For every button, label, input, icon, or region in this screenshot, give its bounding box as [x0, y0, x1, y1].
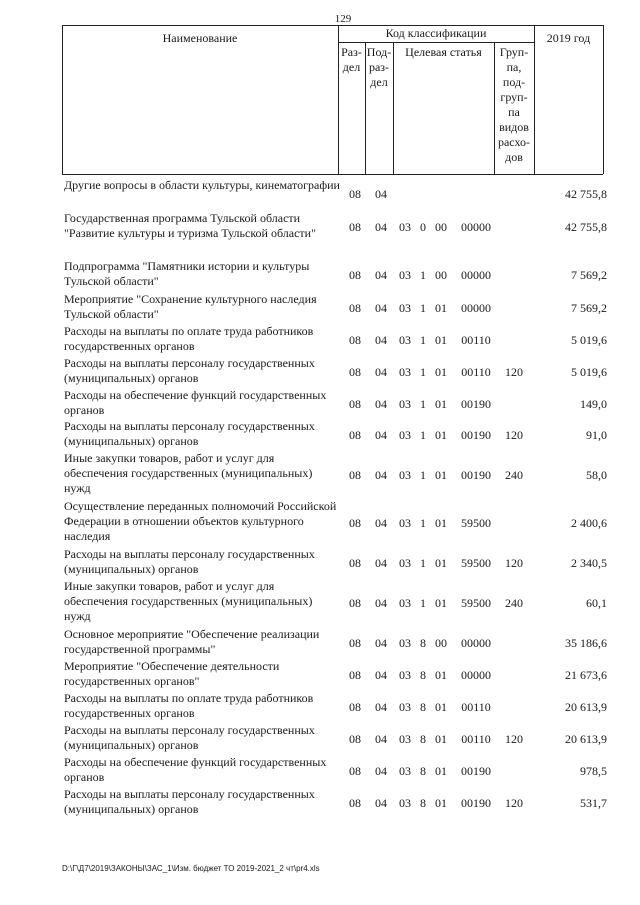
row-code-pr: 04	[375, 365, 387, 379]
row-name: Осуществление переданных полномочий Российской Федерации в отношении объектов культурного наследия	[64, 499, 337, 543]
row-code-t4: 00000	[461, 220, 491, 234]
row-code-r: 08	[349, 516, 361, 530]
row-code-t3: 01	[435, 397, 447, 411]
row-code-t1: 03	[399, 636, 411, 650]
row-code-t4: 00000	[461, 268, 491, 282]
table-row	[0, 211, 640, 241]
row-code-t3: 01	[435, 732, 447, 746]
row-code-t2: 8	[420, 796, 426, 810]
row-code-pr: 04	[375, 333, 387, 347]
row-name: Расходы на выплаты персоналу государственных (муниципальных) органов	[64, 419, 315, 448]
row-code-pr: 04	[375, 268, 387, 282]
row-code-t2: 1	[420, 333, 426, 347]
header-podrazdel: Под- раз- дел	[366, 45, 392, 89]
header-right-border	[603, 25, 604, 174]
row-code-t3: 01	[435, 516, 447, 530]
row-name: Расходы на выплаты персоналу государственных (муниципальных) органов	[64, 356, 315, 385]
row-code-t3: 01	[435, 668, 447, 682]
row-value: 20 613,9	[565, 732, 607, 746]
row-code-pr: 04	[375, 732, 387, 746]
header-target: Целевая статья	[405, 45, 482, 59]
row-value: 35 186,6	[565, 636, 607, 650]
row-code-t2: 8	[420, 700, 426, 714]
row-code-t3: 00	[435, 268, 447, 282]
table-row	[0, 579, 640, 625]
row-code-t1: 03	[399, 468, 411, 482]
table-row	[0, 499, 640, 545]
row-code-pr: 04	[375, 468, 387, 482]
row-code-t3: 01	[435, 556, 447, 570]
row-code-t1: 03	[399, 596, 411, 610]
row-code-t4: 00000	[461, 636, 491, 650]
row-code-pr: 04	[375, 428, 387, 442]
row-code-r: 08	[349, 596, 361, 610]
row-code-vr: 120	[505, 556, 523, 570]
row-value: 60,1	[586, 596, 607, 610]
row-code-t1: 03	[399, 796, 411, 810]
row-name: Расходы на выплаты по оплате труда работников государственных органов	[64, 324, 314, 353]
row-code-pr: 04	[375, 187, 387, 201]
row-code-r: 08	[349, 732, 361, 746]
row-code-t2: 1	[420, 365, 426, 379]
header-group: Груп- па, под- груп- па видов расхо- дов	[497, 45, 531, 164]
row-value: 7 569,2	[571, 301, 607, 315]
row-code-pr: 04	[375, 668, 387, 682]
row-code-t3: 01	[435, 428, 447, 442]
table-row	[0, 178, 640, 208]
row-code-t1: 03	[399, 268, 411, 282]
row-name: Расходы на выплаты персоналу государственных (муниципальных) органов	[64, 787, 315, 816]
row-code-t4: 00000	[461, 301, 491, 315]
row-code-t4: 00190	[461, 397, 491, 411]
row-code-t1: 03	[399, 556, 411, 570]
row-code-t3: 01	[435, 596, 447, 610]
row-code-t3: 00	[435, 636, 447, 650]
table-row	[0, 451, 640, 497]
row-value: 21 673,6	[565, 668, 607, 682]
row-name: Расходы на выплаты по оплате труда работников государственных органов	[64, 691, 314, 720]
row-code-t4: 00190	[461, 796, 491, 810]
row-code-t1: 03	[399, 764, 411, 778]
row-code-pr: 04	[375, 397, 387, 411]
row-value: 5 019,6	[571, 333, 607, 347]
table-row	[0, 324, 640, 354]
row-code-vr: 240	[505, 468, 523, 482]
row-code-t1: 03	[399, 732, 411, 746]
table-row	[0, 659, 640, 689]
row-code-t1: 03	[399, 668, 411, 682]
row-code-pr: 04	[375, 636, 387, 650]
row-code-r: 08	[349, 187, 361, 201]
table-row	[0, 356, 640, 386]
row-value: 91,0	[586, 428, 607, 442]
row-code-t2: 1	[420, 268, 426, 282]
header-year: 2019 год	[546, 31, 591, 45]
row-name: Расходы на обеспечение функций государственных органов	[64, 755, 327, 784]
row-name: Другие вопросы в области культуры, кинематографии	[64, 178, 340, 192]
row-code-vr: 120	[505, 365, 523, 379]
table-row	[0, 292, 640, 322]
row-code-t4: 00110	[461, 365, 491, 379]
row-code-pr: 04	[375, 516, 387, 530]
row-name: Мероприятие "Сохранение культурного наследия Тульской области"	[64, 292, 317, 321]
header-classification-divider	[338, 42, 534, 43]
table-header	[62, 25, 603, 174]
row-code-r: 08	[349, 268, 361, 282]
row-code-t2: 1	[420, 428, 426, 442]
row-name: Иные закупки товаров, работ и услуг для обеспечения государственных (муниципальных) нужд	[64, 579, 313, 623]
row-code-t3: 01	[435, 365, 447, 379]
row-code-t2: 1	[420, 397, 426, 411]
row-value: 20 613,9	[565, 700, 607, 714]
row-code-t4: 00000	[461, 668, 491, 682]
row-code-t1: 03	[399, 365, 411, 379]
row-code-r: 08	[349, 796, 361, 810]
row-code-vr: 240	[505, 596, 523, 610]
row-value: 7 569,2	[571, 268, 607, 282]
table-row	[0, 259, 640, 289]
row-code-t1: 03	[399, 428, 411, 442]
table-row	[0, 627, 640, 657]
row-code-t2: 8	[420, 732, 426, 746]
row-code-r: 08	[349, 668, 361, 682]
row-code-t3: 01	[435, 301, 447, 315]
row-code-r: 08	[349, 700, 361, 714]
row-code-t3: 01	[435, 468, 447, 482]
row-code-t2: 1	[420, 516, 426, 530]
row-code-r: 08	[349, 428, 361, 442]
file-path-footer: D:\Г\Д7\2019\ЗАКОНЫ\ЗАС_1\Изм. бюджет ТО 2019-2021_2 чт\pr4.xls	[62, 864, 320, 873]
row-code-r: 08	[349, 556, 361, 570]
row-code-t3: 01	[435, 764, 447, 778]
row-code-t1: 03	[399, 700, 411, 714]
row-code-pr: 04	[375, 556, 387, 570]
row-code-pr: 04	[375, 700, 387, 714]
row-code-r: 08	[349, 333, 361, 347]
row-code-vr: 120	[505, 732, 523, 746]
row-name: Расходы на выплаты персоналу государственных (муниципальных) органов	[64, 547, 315, 576]
table-row	[0, 547, 640, 577]
table-row	[0, 691, 640, 721]
row-code-t2: 1	[420, 301, 426, 315]
header-classification: Код классификации	[385, 26, 487, 40]
table-row	[0, 388, 640, 418]
row-code-t3: 00	[435, 220, 447, 234]
row-code-t4: 00190	[461, 428, 491, 442]
row-code-pr: 04	[375, 796, 387, 810]
table-row	[0, 787, 640, 817]
table-row	[0, 723, 640, 753]
row-value: 978,5	[580, 764, 607, 778]
row-code-t1: 03	[399, 301, 411, 315]
row-code-pr: 04	[375, 220, 387, 234]
header-name: Наименование	[162, 31, 238, 45]
row-code-t2: 1	[420, 468, 426, 482]
table-row	[0, 755, 640, 785]
row-code-t2: 1	[420, 596, 426, 610]
row-value: 42 755,8	[565, 187, 607, 201]
row-code-r: 08	[349, 764, 361, 778]
header-podrazdel-divider	[393, 42, 394, 174]
row-name: Иные закупки товаров, работ и услуг для обеспечения государственных (муниципальных) нужд	[64, 451, 313, 495]
row-code-t2: 8	[420, 668, 426, 682]
row-code-t3: 01	[435, 700, 447, 714]
header-group-divider	[534, 25, 535, 174]
row-name: Основное мероприятие "Обеспечение реализации государственной программы"	[64, 627, 320, 656]
row-code-vr: 120	[505, 428, 523, 442]
row-code-r: 08	[349, 397, 361, 411]
row-name: Государственная программа Тульской области "Развитие культуры и туризма Тульской области"	[64, 211, 316, 240]
row-code-t4: 00110	[461, 732, 491, 746]
row-code-r: 08	[349, 468, 361, 482]
row-code-r: 08	[349, 220, 361, 234]
table-row	[0, 419, 640, 449]
row-code-t1: 03	[399, 397, 411, 411]
row-code-t4: 59500	[461, 556, 491, 570]
row-code-r: 08	[349, 365, 361, 379]
row-name: Расходы на обеспечение функций государственных органов	[64, 388, 327, 417]
row-code-t2: 0	[420, 220, 426, 234]
row-code-pr: 04	[375, 596, 387, 610]
row-code-pr: 04	[375, 301, 387, 315]
row-value: 531,7	[580, 796, 607, 810]
row-value: 42 755,8	[565, 220, 607, 234]
row-name: Подпрограмма "Памятники истории и культуры Тульской области"	[64, 259, 310, 288]
row-value: 2 340,5	[571, 556, 607, 570]
row-code-t4: 00110	[461, 700, 491, 714]
row-code-t1: 03	[399, 220, 411, 234]
row-code-t1: 03	[399, 516, 411, 530]
header-left-border	[62, 25, 63, 174]
header-razdel: Раз- дел	[341, 45, 362, 74]
row-code-t4: 59500	[461, 596, 491, 610]
row-code-t2: 8	[420, 764, 426, 778]
row-code-t3: 01	[435, 796, 447, 810]
row-value: 149,0	[580, 397, 607, 411]
row-code-r: 08	[349, 636, 361, 650]
header-bottom-border	[62, 174, 603, 175]
row-code-r: 08	[349, 301, 361, 315]
row-value: 5 019,6	[571, 365, 607, 379]
row-code-t4: 00190	[461, 764, 491, 778]
row-code-t3: 01	[435, 333, 447, 347]
row-name: Мероприятие "Обеспечение деятельности государственных органов"	[64, 659, 280, 688]
row-code-t4: 00110	[461, 333, 491, 347]
row-code-t4: 00190	[461, 468, 491, 482]
row-code-t2: 1	[420, 556, 426, 570]
row-value: 2 400,6	[571, 516, 607, 530]
row-code-pr: 04	[375, 764, 387, 778]
row-code-vr: 120	[505, 796, 523, 810]
page-number: 129	[334, 13, 352, 25]
row-value: 58,0	[586, 468, 607, 482]
row-code-t1: 03	[399, 333, 411, 347]
row-name: Расходы на выплаты персоналу государственных (муниципальных) органов	[64, 723, 315, 752]
row-code-t2: 8	[420, 636, 426, 650]
row-code-t4: 59500	[461, 516, 491, 530]
